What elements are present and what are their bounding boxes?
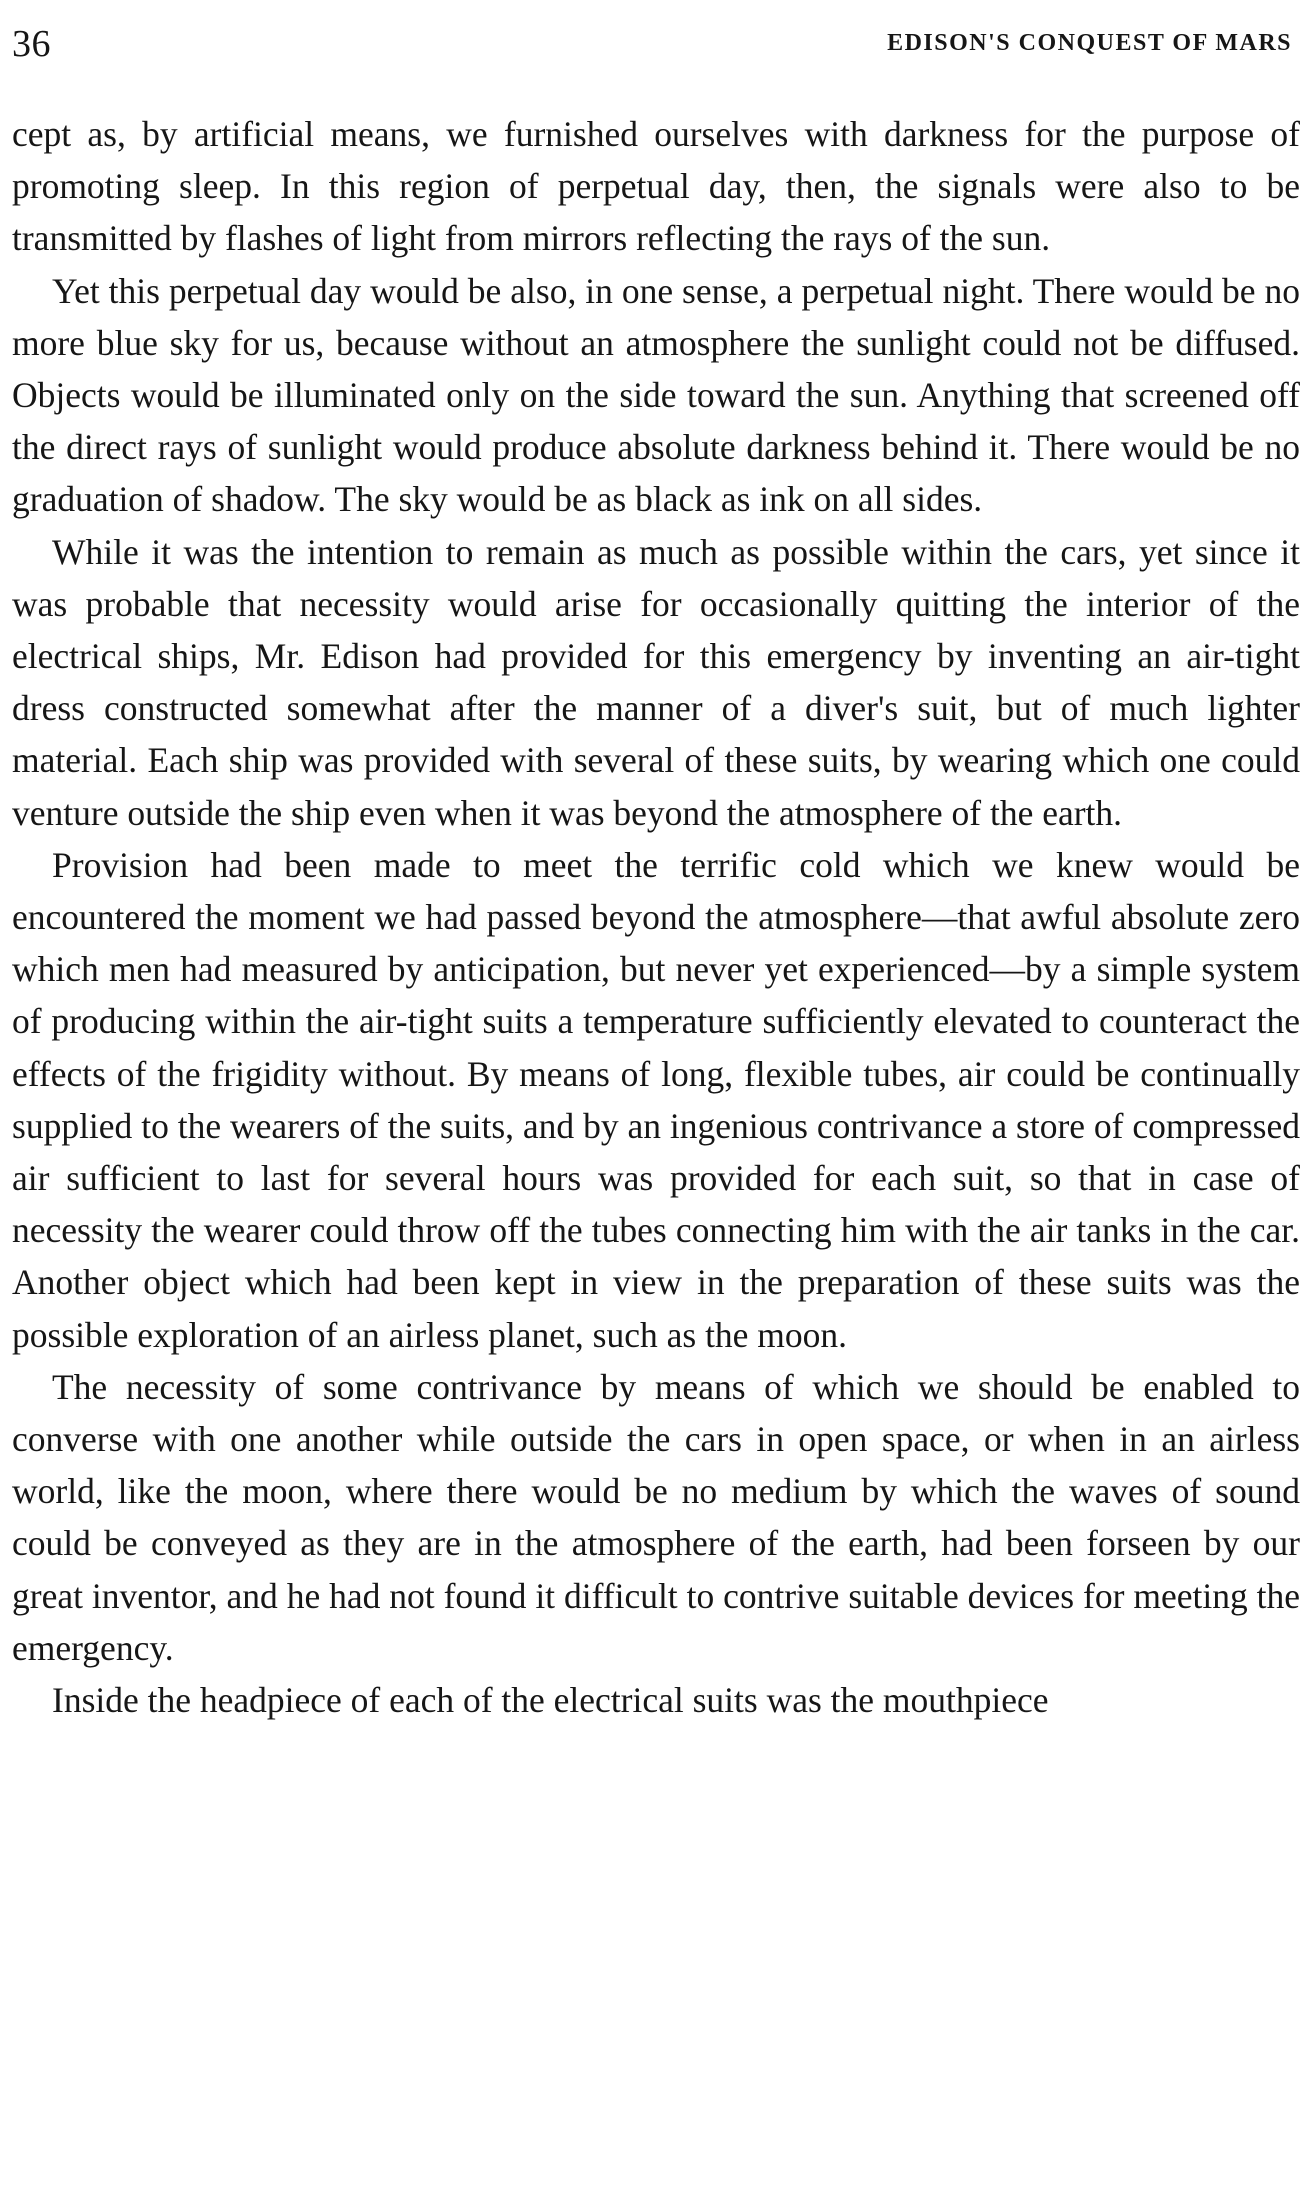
running-head — [12, 16, 1300, 76]
page-number: 36 — [12, 23, 51, 65]
paragraph: The necessity of some contrivance by means of which we should be enabled to converse with one another while outside the cars in open space, or when in an airless world, like the moon, where there would be no medium by which the waves of sound could be conveyed as they are in the atmosphere of the earth, had been forseen by our great inventor, and he had not found it difficult to contrive suitable devices for meeting the emergency. — [12, 1366, 1300, 1668]
paragraph: Inside the headpiece of each of the electrical suits was the mouthpiece — [52, 1680, 1049, 1721]
paragraph: Yet this perpetual day would be also, in one sense, a perpetual night. There would be no more blue sky for us, because without an atmosphere the sunlight could not be diffused. Objects would be illuminated only on the side toward the sun. Anything that screened off the direct rays of sunlight would produce absolute darkness behind it. There would be no graduation of shadow. The sky would be as black as ink on all sides. — [12, 270, 1300, 520]
paragraph: Provision had been made to meet the terrific cold which we knew would be encountered the moment we had passed beyond the atmosphere—that awful absolute zero which men had measured by anticipation, but never yet experienced—by a simple system of producing within the air-tight suits a temperature sufficiently elevated to counteract the effects of the frigidity without. By means of long, flexible tubes, air could be continually supplied to the wearers of the suits, and by an ingenious contrivance a store of compressed air sufficient to last for several hours was provided for each suit, so that in case of necessity the wearer could throw off the tubes connecting him with the air tanks in the car. Another object which had been kept in view in the preparation of these suits was the possible exploration of an airless planet, such as the moon. — [12, 844, 1300, 1355]
book-page — [12, 16, 1300, 2186]
paragraph: While it was the intention to remain as much as possible within the cars, yet since it was probable that necessity would arise for occasionally quitting the interior of the electrical ships, Mr. Edison had provided for this emergency by inventing an air-tight dress constructed somewhat after the manner of a diver's suit, but of much lighter material. Each ship was provided with several of these suits, by wearing which one could venture outside the ship even when it was beyond the atmosphere of the earth. — [12, 531, 1300, 833]
body-text — [12, 108, 1300, 1726]
running-title: EDISON'S CONQUEST OF MARS — [887, 30, 1292, 56]
paragraph-continued: cept as, by artificial means, we furnished ourselves with darkness for the purpose of promoting sleep. In this region of perpetual day, then, the signals were also to be transmitted by flashes of light from mirrors reflecting the rays of the sun. — [12, 114, 1300, 259]
